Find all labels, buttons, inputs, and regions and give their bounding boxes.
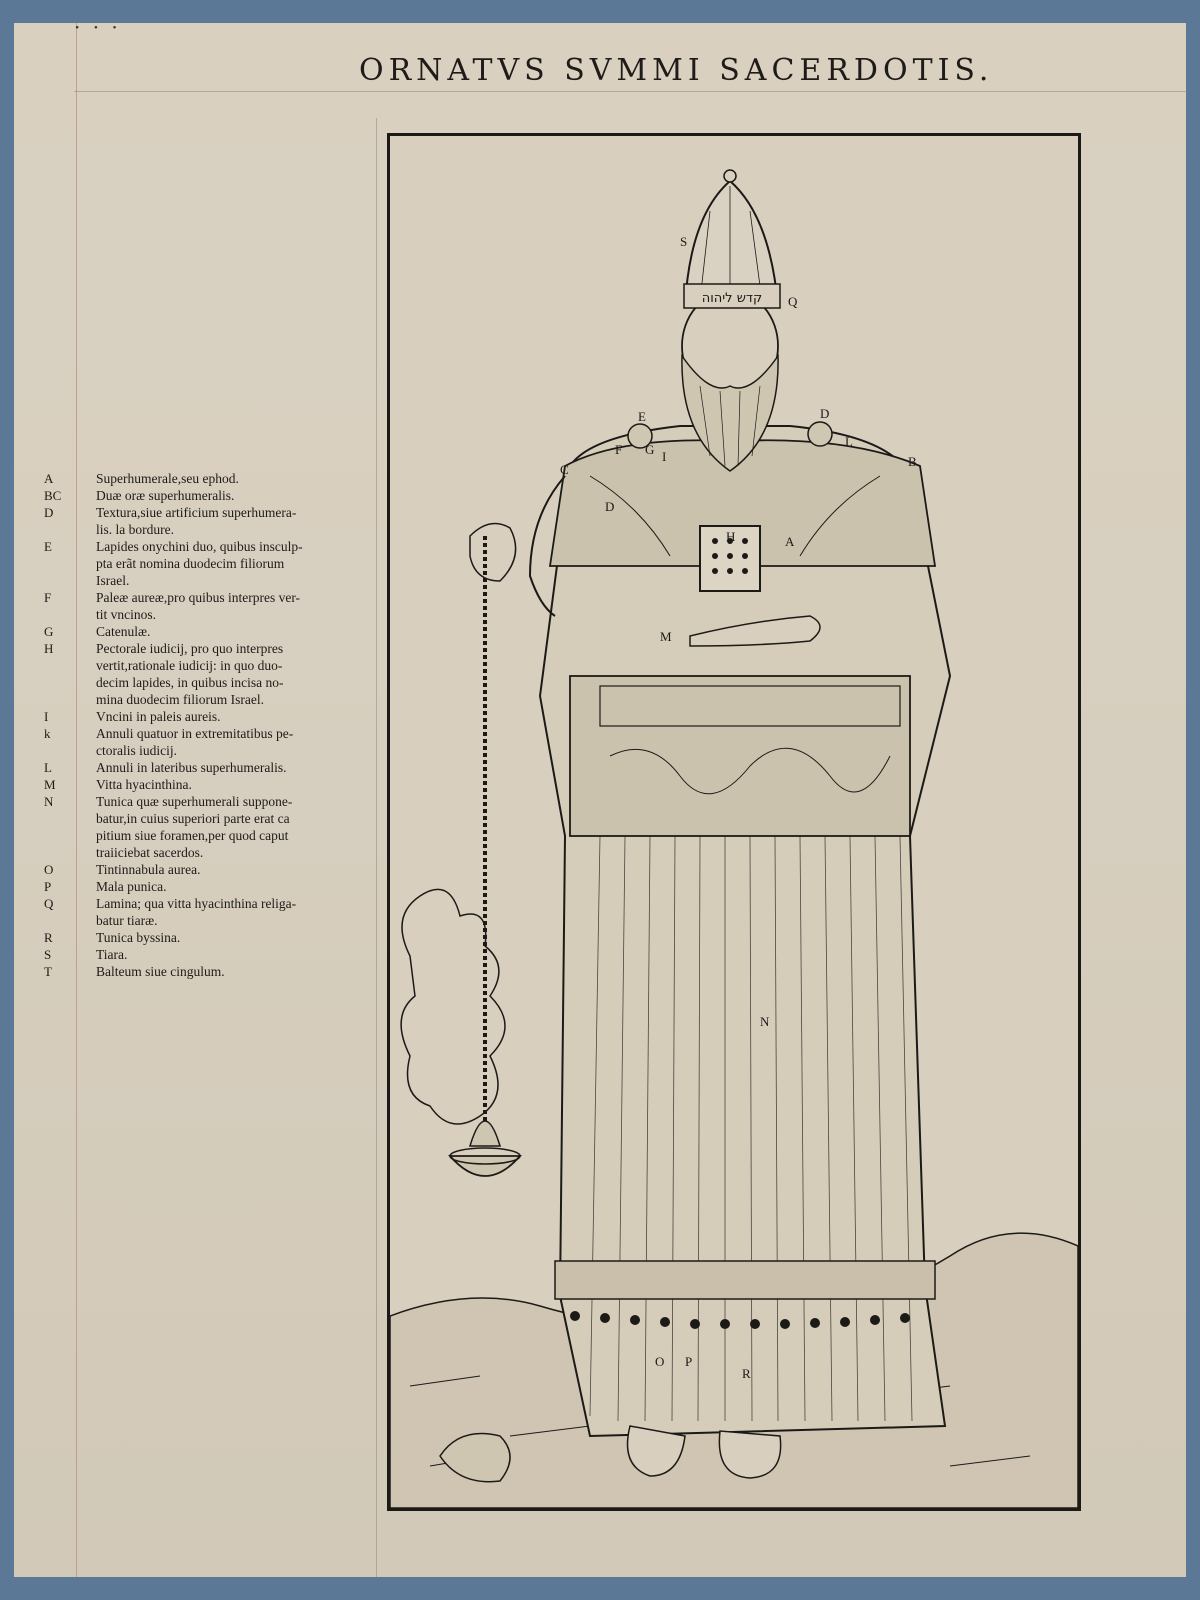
legend-item <box>44 607 374 624</box>
plate-letter-s: S <box>680 234 688 249</box>
legend-text: Tunica quæ superhumerali suppone- <box>96 794 293 809</box>
legend-key: L <box>44 760 52 775</box>
plate-letter-f: F <box>615 442 623 457</box>
legend-item <box>44 930 374 947</box>
legend-item <box>44 590 374 607</box>
legend-key: G <box>44 624 54 639</box>
legend-text: Superhumerale,seu ephod. <box>96 471 239 486</box>
legend-text: pitium siue foramen,per quod caput <box>96 828 289 843</box>
legend-item <box>44 624 374 641</box>
legend-list <box>44 471 374 981</box>
legend-text: mina duodecim filiorum Israel. <box>96 692 264 707</box>
legend-text: batur,in cuius superiori parte erat ca <box>96 811 290 826</box>
legend-text: Israel. <box>96 573 130 588</box>
legend-item <box>44 828 374 845</box>
header-fragment: · · · <box>74 23 121 39</box>
legend-key: O <box>44 862 54 877</box>
header-rule <box>74 91 1186 92</box>
plate-letter-g: G <box>645 442 655 457</box>
legend-item <box>44 488 374 505</box>
hebrew-inscription: קדש ליהוה <box>701 291 763 306</box>
legend-text: batur tiaræ. <box>96 913 158 928</box>
margin-rule-center <box>376 118 377 1577</box>
legend-item <box>44 658 374 675</box>
legend-text: decim lapides, in quibus incisa no- <box>96 675 284 690</box>
legend-text: Pectorale iudicij, pro quo interpres <box>96 641 284 656</box>
plate-letter-h: H <box>726 529 736 544</box>
legend-item <box>44 539 374 556</box>
legend-key: F <box>44 590 52 605</box>
legend-key: BC <box>44 488 62 503</box>
woodcut-plate <box>387 133 1081 1511</box>
plate-letter-n: N <box>760 1014 770 1029</box>
legend-item <box>44 505 374 522</box>
legend-key: A <box>44 471 54 486</box>
legend-item <box>44 896 374 913</box>
plate-letter-m: M <box>660 629 672 644</box>
legend-key: N <box>44 794 54 809</box>
legend-text: Paleæ aureæ,pro quibus interpres ver- <box>96 590 301 605</box>
legend-text: lis. la bordure. <box>96 522 174 537</box>
legend-text: pta erãt nomina duodecim filiorum <box>96 556 285 571</box>
legend-text: Textura,siue artificium superhumera- <box>96 505 297 520</box>
legend-key: H <box>44 641 54 656</box>
legend-item <box>44 879 374 896</box>
legend-item <box>44 760 374 777</box>
high-priest-illustration <box>390 136 1078 1508</box>
plate-letter-d: D <box>820 406 830 421</box>
legend-key: D <box>44 505 54 520</box>
legend-text: Annuli in lateribus superhumeralis. <box>96 760 287 775</box>
legend-key: P <box>44 879 52 894</box>
legend-text: Balteum siue cingulum. <box>96 964 225 979</box>
legend-item <box>44 709 374 726</box>
legend-item <box>44 794 374 811</box>
plate-letter-o: O <box>655 1354 665 1369</box>
legend-item <box>44 743 374 760</box>
plate-letter-l: L <box>845 434 853 449</box>
legend-text: Tintinnabula aurea. <box>96 862 201 877</box>
legend-item <box>44 522 374 539</box>
legend-text: Tiara. <box>96 947 128 962</box>
legend-text: vertit,rationale iudicij: in quo duo- <box>96 658 283 673</box>
legend-item <box>44 811 374 828</box>
legend-text: Catenulæ. <box>96 624 151 639</box>
plate-letter-d2: D <box>605 499 615 514</box>
legend-text: traiiciebat sacerdos. <box>96 845 204 860</box>
legend-item <box>44 573 374 590</box>
legend-text: Lamina; qua vitta hyacinthina religa- <box>96 896 297 911</box>
legend-item <box>44 675 374 692</box>
legend-text: Lapides onychini duo, quibus insculp- <box>96 539 303 554</box>
legend-key: S <box>44 947 52 962</box>
legend-text: Tunica byssina. <box>96 930 181 945</box>
legend-text: Duæ oræ superhumeralis. <box>96 488 235 503</box>
page-title: ORNATVS SVMMI SACERDOTIS. <box>359 53 994 88</box>
legend-item <box>44 913 374 930</box>
legend-key: I <box>44 709 49 724</box>
legend-item <box>44 556 374 573</box>
plate-letter-p: P <box>685 1354 693 1369</box>
book-page <box>14 23 1186 1577</box>
plate-letter-q: Q <box>788 294 798 309</box>
legend-text: Vitta hyacinthina. <box>96 777 192 792</box>
legend-item <box>44 471 374 488</box>
legend-item <box>44 641 374 658</box>
legend-key: M <box>44 777 56 792</box>
legend-item <box>44 777 374 794</box>
plate-letter-i: I <box>662 449 667 464</box>
legend-item <box>44 845 374 862</box>
legend-item <box>44 862 374 879</box>
plate-letter-r: R <box>742 1366 751 1381</box>
plate-letter-a: A <box>785 534 795 549</box>
legend-key: k <box>44 726 51 741</box>
legend-key: Q <box>44 896 54 911</box>
legend-key: E <box>44 539 52 554</box>
legend-text: Vncini in paleis aureis. <box>96 709 221 724</box>
legend-text: ctoralis iudicij. <box>96 743 177 758</box>
legend-item <box>44 947 374 964</box>
plate-letter-b: B <box>908 454 917 469</box>
plate-letter-e: E <box>638 409 646 424</box>
legend-text: tit vncinos. <box>96 607 156 622</box>
legend-key: R <box>44 930 53 945</box>
legend-item <box>44 726 374 743</box>
legend-text: Annuli quatuor in extremitatibus pe- <box>96 726 294 741</box>
legend-text: Mala punica. <box>96 879 167 894</box>
legend-item <box>44 692 374 709</box>
plate-letter-c: C <box>560 462 569 477</box>
legend-key: T <box>44 964 52 979</box>
legend-item <box>44 964 374 981</box>
